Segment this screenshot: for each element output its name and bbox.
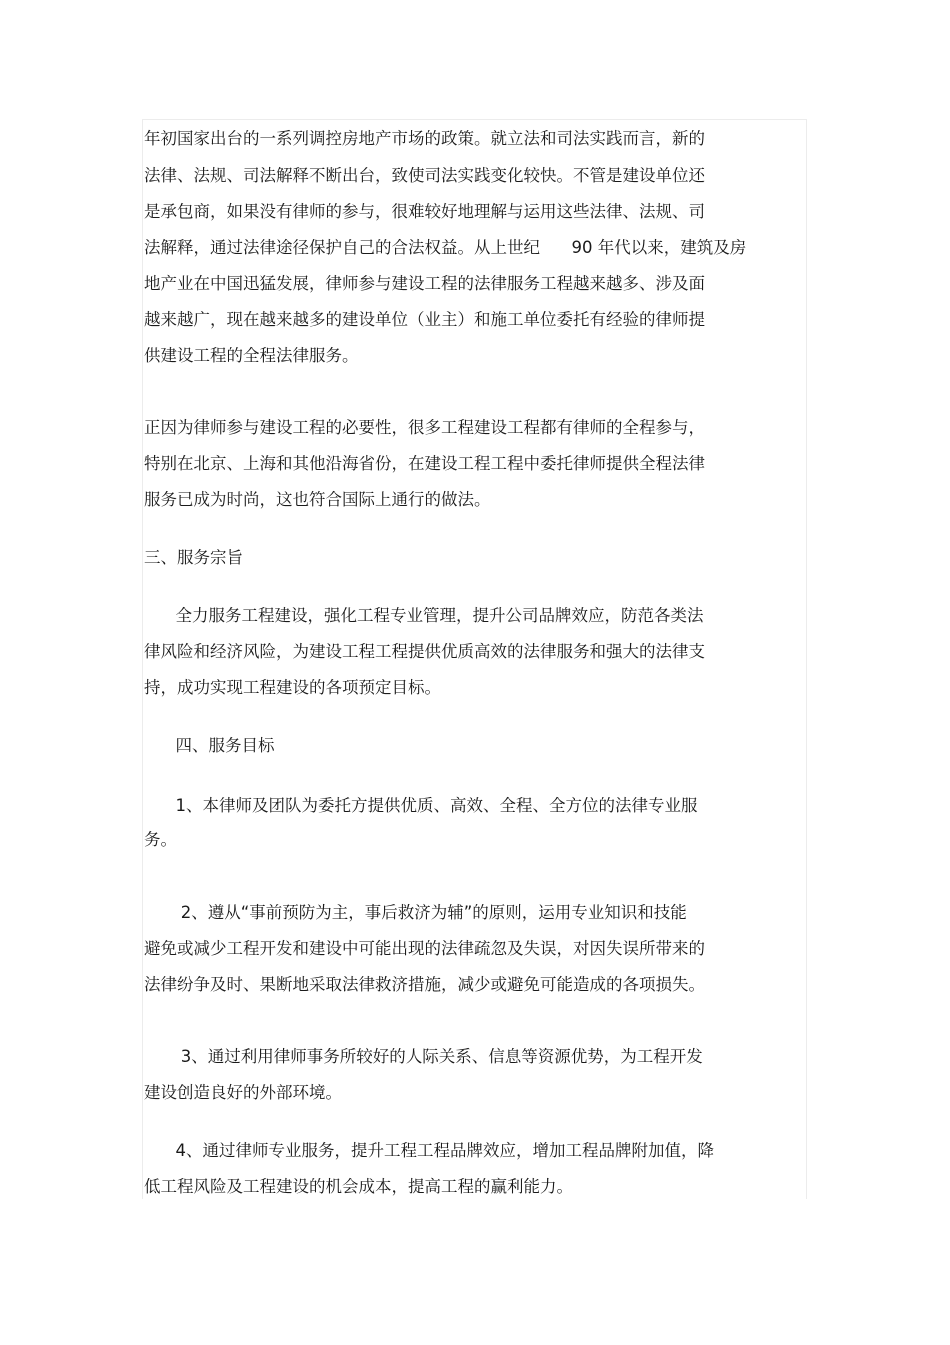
goal-3-line-1: 3、通过利用律师事务所较好的人际关系、信息等资源优势，为工程开发 xyxy=(144,1047,703,1066)
goal-2-line-2: 避免或减少工程开发和建设中可能出现的法律疏忽及失误，对因失误所带来的 xyxy=(144,939,705,958)
goal-1-line-1: 1、本律师及团队为委托方提供优质、高效、全程、全方位的法律专业服 xyxy=(144,796,698,815)
goal-3-line-2: 建设创造良好的外部环境。 xyxy=(144,1083,342,1102)
intro-line-2: 法律、法规、司法解释不断出台，致使司法实践变化较快。不管是建设单位还 xyxy=(144,166,705,185)
intro-line-5: 地产业在中国迅猛发展，律师参与建设工程的法律服务工程越来越多、涉及面 xyxy=(144,274,705,293)
necessity-line-3: 服务已成为时尚，这也符合国际上通行的做法。 xyxy=(144,490,491,509)
goal-2-line-1: 2、遵从“事前预防为主，事后救济为辅”的原则，运用专业知识和技能 xyxy=(144,903,687,922)
goal-1-line-2: 务。 xyxy=(144,830,177,849)
necessity-line-2: 特别在北京、上海和其他沿海省份，在建设工程工程中委托律师提供全程法律 xyxy=(144,454,705,473)
necessity-line-1: 正因为律师参与建设工程的必要性，很多工程建设工程都有律师的全程参与， xyxy=(144,418,705,437)
section-three-heading: 三、服务宗旨 xyxy=(144,548,243,567)
intro-line-6: 越来越广，现在越来越多的建设单位（业主）和施工单位委托有经验的律师提 xyxy=(144,310,705,329)
intro-line-1: 年初国家出台的一系列调控房地产市场的政策。就立法和司法实践而言，新的 xyxy=(144,129,705,148)
section-four-heading: 四、服务目标 xyxy=(144,736,275,755)
section-three-line-2: 律风险和经济风险，为建设工程工程提供优质高效的法律服务和强大的法律支 xyxy=(144,642,705,661)
intro-line-3: 是承包商，如果没有律师的参与，很难较好地理解与运用这些法律、法规、司 xyxy=(144,202,705,221)
section-three-line-3: 持，成功实现工程建设的各项预定目标。 xyxy=(144,678,441,697)
goal-4-line-2: 低工程风险及工程建设的机会成本，提高工程的赢利能力。 xyxy=(144,1177,573,1196)
goal-2-line-3: 法律纷争及时、果断地采取法律救济措施，减少或避免可能造成的各项损失。 xyxy=(144,975,705,994)
section-three-line-1: 全力服务工程建设，强化工程专业管理，提升公司品牌效应，防范各类法 xyxy=(144,606,704,625)
goal-4-line-1: 4、通过律师专业服务，提升工程工程品牌效应，增加工程品牌附加值，降 xyxy=(144,1141,714,1160)
intro-line-7: 供建设工程的全程法律服务。 xyxy=(144,346,359,365)
intro-line-4: 法解释，通过法律途径保护自己的合法权益。从上世纪 90 年代以来，建筑及房 xyxy=(144,238,747,257)
